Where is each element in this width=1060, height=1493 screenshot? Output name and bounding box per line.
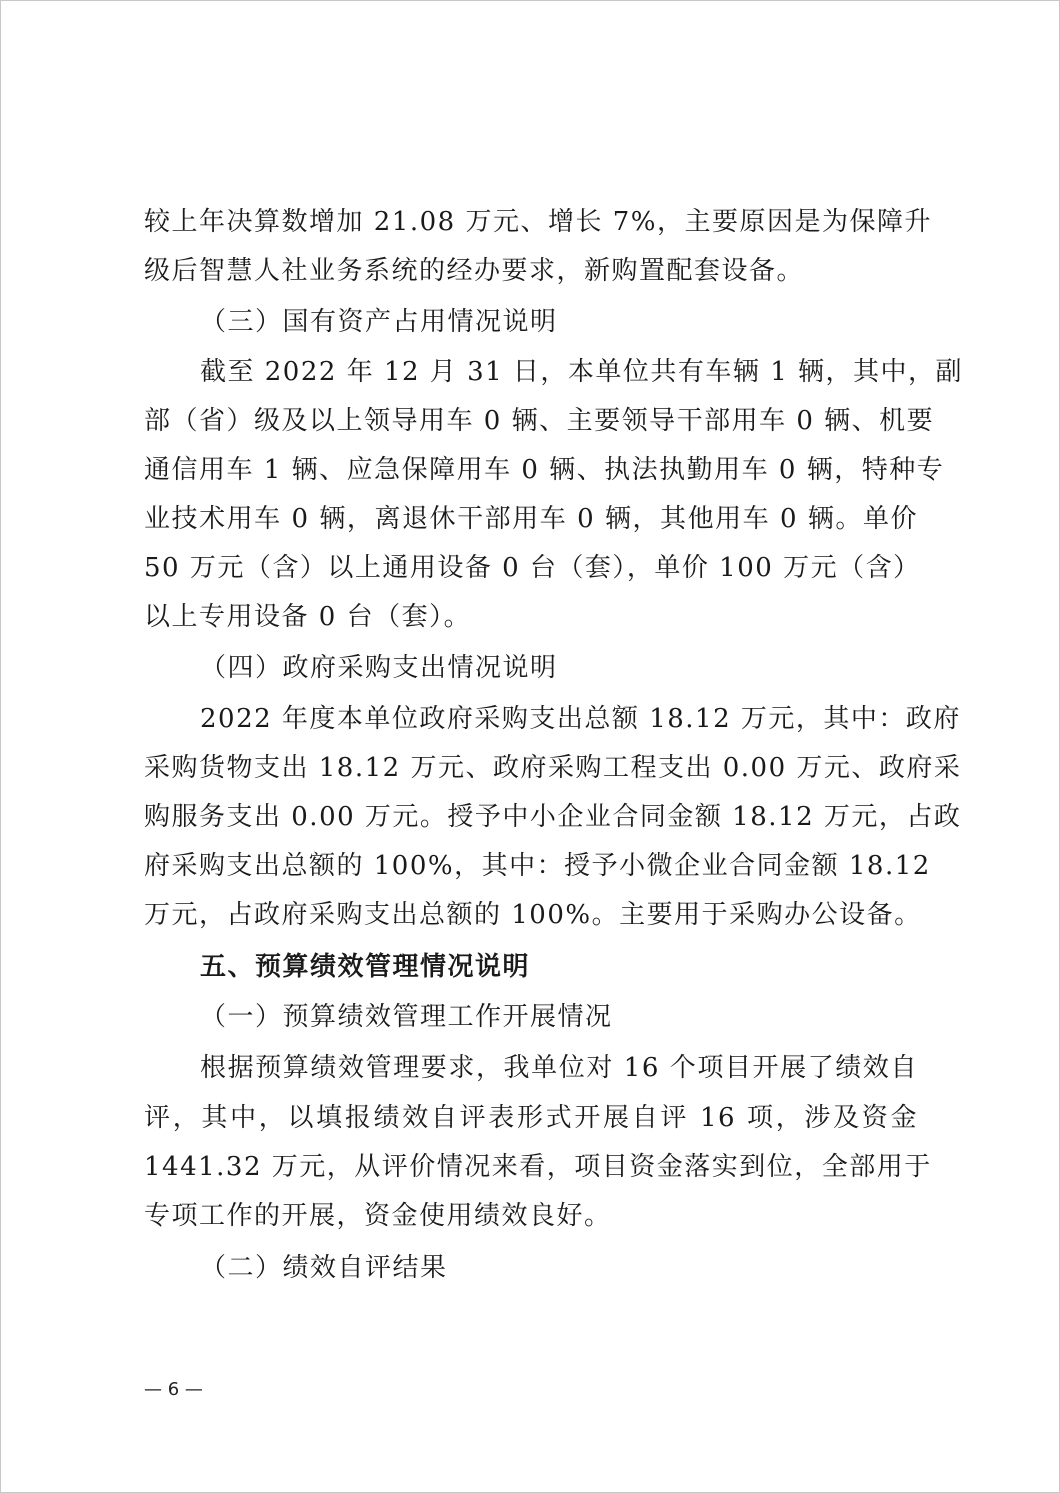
section-subheading: （四）政府采购支出情况说明 xyxy=(200,653,558,683)
body-text-line: 2022 年度本单位政府采购支出总额 18.12 万元，其中：政府 xyxy=(200,704,961,734)
section-heading: 五、预算绩效管理情况说明 xyxy=(200,952,531,982)
body-text-line: 50 万元（含）以上通用设备 0 台（套），单价 100 万元（含） xyxy=(144,553,921,583)
body-text-line: 府采购支出总额的 100%，其中：授予小微企业合同金额 18.12 xyxy=(144,851,931,881)
body-text-line: 万元，占政府采购支出总额的 100%。主要用于采购办公设备。 xyxy=(144,900,922,930)
body-text-line: 采购货物支出 18.12 万元、政府采购工程支出 0.00 万元、政府采 xyxy=(144,753,962,783)
body-text-line: 专项工作的开展，资金使用绩效良好。 xyxy=(144,1201,612,1231)
section-subheading: （三）国有资产占用情况说明 xyxy=(200,307,558,337)
body-text-line: 根据预算绩效管理要求，我单位对 16 个项目开展了绩效自 xyxy=(200,1053,918,1083)
body-text-line: 部（省）级及以上领导用车 0 辆、主要领导干部用车 0 辆、机要 xyxy=(144,406,935,436)
body-text-line: 1441.32 万元，从评价情况来看，项目资金落实到位，全部用于 xyxy=(144,1152,932,1182)
section-subheading: （二）绩效自评结果 xyxy=(200,1253,448,1283)
body-text-line: 以上专用设备 0 台（套）。 xyxy=(144,602,472,632)
body-text-line: 截至 2022 年 12 月 31 日，本单位共有车辆 1 辆，其中，副 xyxy=(200,357,963,387)
body-text-line: 业技术用车 0 辆，离退休干部用车 0 辆，其他用车 0 辆。单价 xyxy=(144,504,918,534)
body-text-line: 较上年决算数增加 21.08 万元、增长 7%，主要原因是为保障升 xyxy=(144,207,932,237)
section-subheading: （一）预算绩效管理工作开展情况 xyxy=(200,1002,613,1032)
body-text-line: 级后智慧人社业务系统的经办要求，新购置配套设备。 xyxy=(144,256,805,286)
body-text-line: 通信用车 1 辆、应急保障用车 0 辆、执法执勤用车 0 辆，特种专 xyxy=(144,455,945,485)
page-number: — 6 — xyxy=(144,1379,203,1400)
body-text-line: 购服务支出 0.00 万元。授予中小企业合同金额 18.12 万元，占政 xyxy=(144,802,962,832)
body-text-line: 评，其中，以填报绩效自评表形式开展自评 16 项，涉及资金 xyxy=(144,1103,918,1133)
